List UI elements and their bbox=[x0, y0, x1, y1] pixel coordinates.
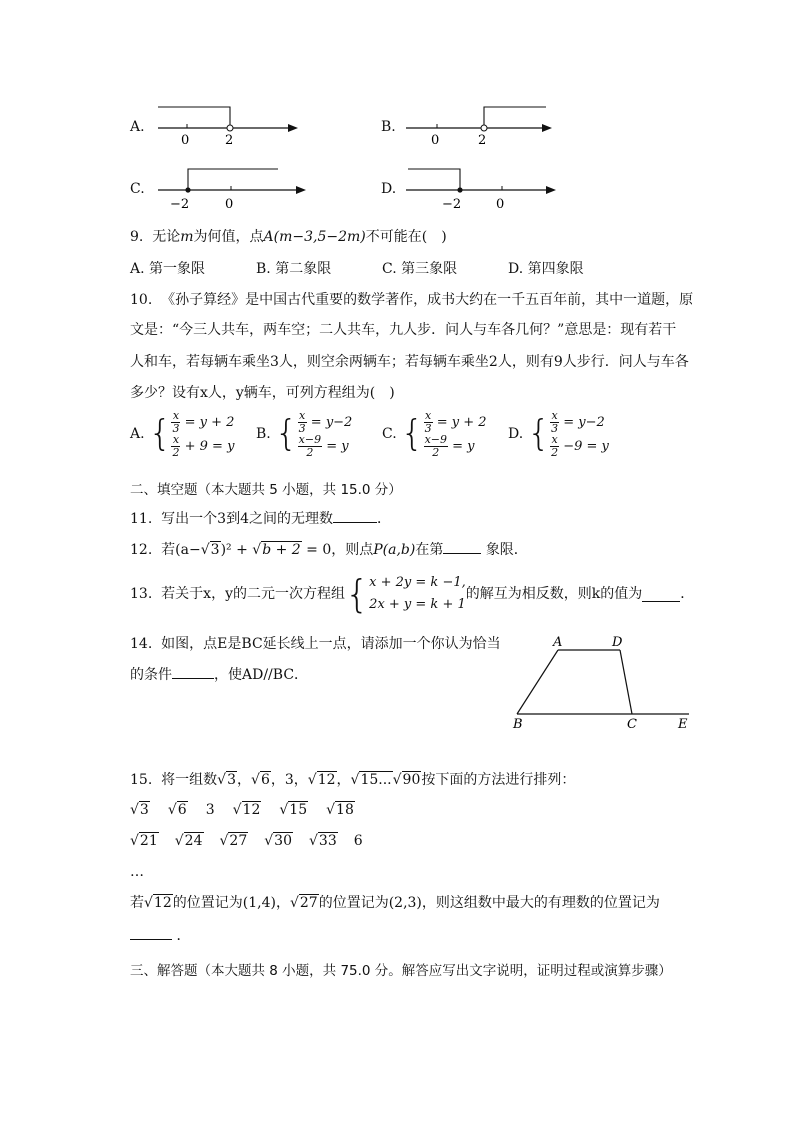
answer-blank-15[interactable] bbox=[130, 925, 172, 940]
tick-c-1: 0 bbox=[225, 197, 234, 212]
tick-a-1: 2 bbox=[225, 133, 234, 148]
q15-row-2: √21 √24 √27 √30 √33 6 bbox=[130, 833, 363, 849]
question-14-line-2: 的条件 ，使AD//BC． bbox=[130, 664, 308, 685]
question-14-line-1: 14. 如图，点E是BC延长线上一点，请添加一个你认为恰当 bbox=[130, 636, 501, 652]
question-12: 12. 若(a−√3)² + √b + 2 = 0，则点P(a,b)在第 象限． bbox=[130, 539, 528, 560]
q15-question: 若√12的位置记为(1,4)，√27的位置记为(2,3)，则这组数中最大的有理数的位置记为 bbox=[130, 895, 660, 911]
q15-row-1: √3 √6 3 √12 √15 √18 bbox=[130, 802, 354, 818]
q9-option-d: D. 第四象限 bbox=[508, 261, 584, 277]
number-line-option-c bbox=[150, 162, 310, 214]
section-2-heading: 二、填空题（本大题共 5 小题，共 15.0 分） bbox=[130, 482, 402, 498]
q9-option-c: C. 第三象限 bbox=[382, 261, 458, 277]
option-c-label: C. bbox=[130, 181, 145, 197]
q10-option-c: C. { $\frac{x}{3}$ = y + 2 $\frac{x-9}{2}$ = y bbox=[382, 408, 487, 459]
tick-b-1: 2 bbox=[478, 133, 487, 148]
tick-d-0: −2 bbox=[442, 197, 462, 212]
question-10-line-4: 多少？设有x人，y辆车，可列方程组为( ) bbox=[130, 385, 395, 401]
answer-blank-13[interactable] bbox=[642, 587, 680, 602]
option-d-label: D. bbox=[381, 181, 397, 197]
trapezoid-figure bbox=[505, 630, 700, 735]
q15-answer-line: ． bbox=[130, 925, 190, 946]
q9-option-a: A. 第一象限 bbox=[130, 261, 206, 277]
label-c: C bbox=[627, 717, 637, 732]
question-11: 11. 写出一个3到4之间的无理数 ． bbox=[130, 508, 391, 529]
answer-blank-11[interactable] bbox=[333, 508, 377, 523]
option-a-label: A. bbox=[130, 119, 145, 135]
q10-option-b: B. { $\frac{x}{3}$ = y−2 $\frac{x-9}{2}$ = y bbox=[256, 408, 353, 459]
number-line-option-d bbox=[400, 162, 560, 214]
answer-blank-12[interactable] bbox=[443, 539, 481, 554]
question-10-line-1: 10. 《孙子算经》是中国古代重要的数学著作，成书大约在一千五百年前，其中一道题，原 bbox=[130, 292, 694, 308]
q15-ellipsis: … bbox=[130, 864, 144, 880]
number-line-option-b bbox=[400, 100, 560, 150]
label-d: D bbox=[612, 635, 623, 650]
question-9: 9. 无论m为何值，点A(m−3,5−2m)不可能在( ) bbox=[130, 229, 447, 245]
q9-option-b: B. 第二象限 bbox=[256, 261, 332, 277]
label-a: A bbox=[553, 635, 563, 650]
answer-blank-14[interactable] bbox=[172, 664, 214, 679]
question-15-intro: 15. 将一组数√3，√6，3，√12，√15...√90按下面的方法进行排列： bbox=[130, 772, 576, 788]
question-10-line-2: 文是：“今三人共车，两车空；二人共车，九人步．问人与车各几何？”意思是：现有若干 bbox=[130, 322, 677, 338]
q10-option-a: A. { $\frac{x}{3}$ = y + 2 $\frac{x}{2}$ + 9 = y bbox=[130, 408, 235, 459]
question-10-line-3: 人和车，若每辆车乘坐3人，则空余两辆车；若每辆车乘坐2人，则有9人步行．问人与车各 bbox=[130, 354, 689, 370]
section-3-heading: 三、解答题（本大题共 8 小题，共 75.0 分。解答应写出文字说明，证明过程或演算步骤） bbox=[130, 963, 672, 979]
question-13: 13. 若关于x，y的二元一次方程组 { x + 2y = k −1, 2x + y = k + 1 的解互为相反数，则k的值为 ． bbox=[130, 572, 695, 616]
label-e: E bbox=[678, 717, 688, 732]
q10-option-d: D. { $\frac{x}{3}$ = y−2 $\frac{x}{2}$ −9 = y bbox=[508, 408, 609, 459]
tick-a-0: 0 bbox=[181, 133, 190, 148]
tick-d-1: 0 bbox=[496, 197, 505, 212]
label-b: B bbox=[513, 717, 523, 732]
tick-b-0: 0 bbox=[431, 133, 440, 148]
tick-c-0: −2 bbox=[170, 197, 190, 212]
number-line-option-a bbox=[150, 100, 310, 150]
option-b-label: B. bbox=[381, 119, 396, 135]
